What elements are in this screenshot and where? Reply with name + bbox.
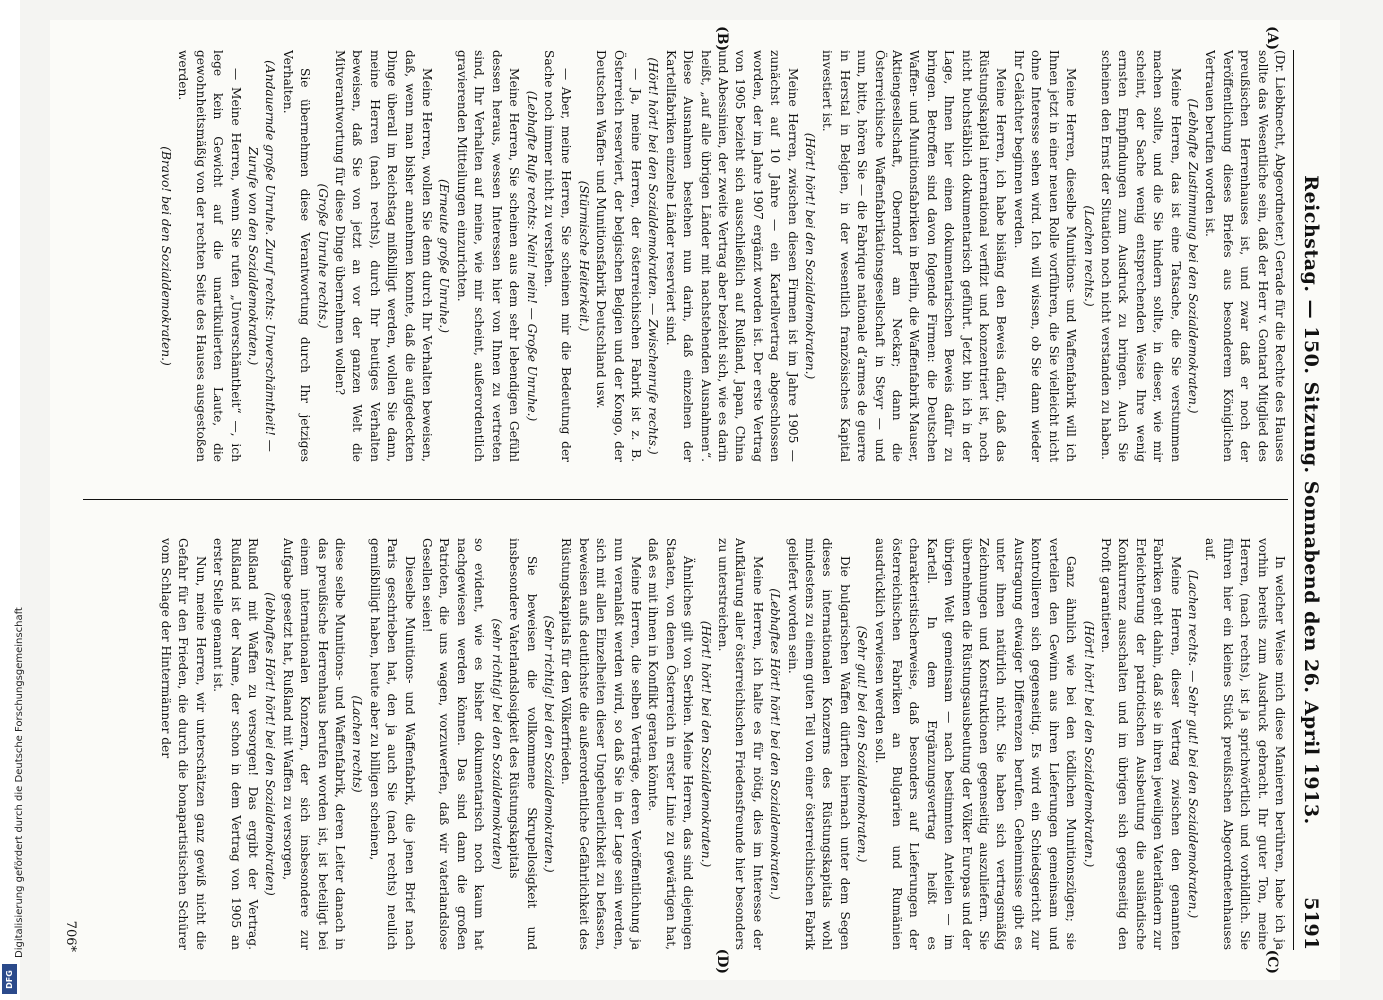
paragraph: Ganz ähnlich wie bei den tödlichen Munitionszügen; sie verteilen den Gewinn aus ihren Lieferungen gemeinsam und kontrollieren sich gegenseitig. Es wird ein Schiedsgericht zur Austragung etwaiger Differenzen berufen. Geheimnisse gibt es unter ihnen natürlich nicht. Sie haben sich vertragsmäßig Zeichnungen und Konstruktionen gegenseitig auszuliefern. Sie übernehmen die Rüstungsausbeutung der Völker Europas und der übrigen Welt gemeinsam — nach bestimmten Anteilen — im Kartell. In dem Ergänzungsvertrag heißt es charakteristischerweise, daß besonders auf Lieferungen der österreichischen Fabriken an Bulgarien und Rumänien ausdrücklich verwiesen werden soll. [872,538,1079,950]
paragraph: diese selbe Munitions- und Waffenfabrik, deren Leiter danach in das preußische Herrenhaus berufen worden ist, ist beteiligt bei einem internationalen Konzern, der sich insbesondere zur Aufgabe gesetzt hat, Rußland mit Waffen zu versorgen, [280,538,348,950]
dfg-logo-text: DFG [5,969,15,989]
paragraph: so evident, wie es bisher dokumentarisch noch kaum hat nachgewiesen werden können. Das sind dann die großen Patrioten, die uns wagen, vorzuwerfen, daß wir vaterlandslose Gesellen seien! [420,538,487,950]
stage-direction: (Lachen rechts. — Sehr gut! bei den Sozialdemokraten.) [1185,569,1200,919]
text-column-left [83,50,1288,462]
paragraph: Ähnliches gilt von Serbien. Meine Herren, das sind diejenigen Staaten, von denen Österreich in erster Linie zu gewärtigen hat, daß es mit ihnen in Konflikt geraten könnte. [646,538,696,950]
stage-direction: (Erneute große Unruhe.) [437,178,452,334]
funding-sidebar [0,0,25,1000]
stage-direction: (Bravo! bei den Sozialdemokraten.) [159,146,173,366]
stage-direction: (Hört! hört! bei den Sozialdemokraten.) [1081,620,1096,868]
paragraph: Meine Herren, wollen Sie denn durch Ihr Verhalten beweisen, daß, wenn man bisher annehmen konnte, daß die aufgedeckten Dinge überall im Reichstag mißbilligt werden, wollen Sie dann, meine Herren (nach rechts), durch Ihr heutiges Verhalten beweisen, daß Sie von jetzt an vor der ganzen Welt die Mitverantwortung für diese Dinge übernehmen wollen? [333,50,435,462]
paragraph: — Meine Herren, wenn Sie rufen „Unverschämtheit“ —, ich lege kein Gewicht auf die unartikulierten Laute, die gewohnheitsmäßig von der rechten Seite des Hauses ausgestoßen werden. [176,50,243,462]
paragraph: Meine Herren, das ist eine Tatsache, die Sie verstummen machen sollte, und die Sie hindern sollte, in dieser, wie mir scheint, der Sache wenig entsprechenden Weise Ihre wenig ernsten Empfindungen zum Ausdruck zu bringen. Auch Sie scheinen den Ernst der Situation noch nicht verstanden zu haben. [1098,50,1183,462]
page-number-right: 5191 [1300,897,1322,950]
paragraph: Sie übernehmen diese Verantwortung durch Ihr jetziges Verhalten. [280,50,313,462]
stage-direction: (Lebhafte Rufe rechts: Nein! nein! — Große Unruhe.) [524,90,539,422]
funding-note: Digitalisierung gefördert durch die Deutsche Forschungsgemeinschaft [14,607,25,958]
stage-direction: (Große Unruhe rechts.) [315,183,330,329]
page-header [1293,50,1334,950]
stage-direction: (Lachen rechts.) [1081,205,1096,307]
paragraph: Meine Herren, dieselbe Munitions- und Waffenfabrik will ich Ihnen jetzt in einer neuen Rolle vorführen, die Sie vielleicht nicht ohne Interesse sehen wird. Ich will wissen, ob Sie dann wieder Ihr Gelächter beginnen werden. [1011,50,1079,462]
margin-marker-d: (D) [714,948,730,974]
stage-direction: (Sehr richtig! bei den Sozialdemokraten.) [541,615,556,873]
document-page [50,20,1340,980]
paragraph: Sie beweisen die vollkommene Skrupellosigkeit und insbesondere Vaterlandslosigkeit des Rüstungskapitals [507,538,539,950]
dfg-logo [2,964,17,994]
margin-marker-a: (A) [1264,26,1280,51]
paragraph: — Ja, meine Herren, der österreichischen Fabrik ist z. B. Österreich reserviert, der belgischen Belgien und der Kongo, der Deutschen Waffen- und Munitionsfabrik Deutschland usw. [594,50,643,462]
stage-direction: (lebhaftes Hört! hört! bei den Sozialdemokraten) [263,592,278,896]
paragraph: Dieselbe Munitions- und Waffenfabrik, die jenen Brief nach Paris geschrieben hat, den ja auch Sie (nach rechts) neulich gemißbilligt haben, heute aber zu billigen scheinen, [367,538,417,950]
paragraph: Nun, meine Herren, wir unterschätzen ganz gewiß nicht die Gefahr für den Frieden, die durch die bonapartistischen Schürer vom Schlage der Hintermänner der [159,538,208,950]
paragraph: Meine Herren, die selben Verträge, deren Veröffentlichung ja nun veranlaßt werden wird, so daß Sie in der Lage sein werden, sich mit allen Einzelheiten dieser Ungeheuerlichkeit zu befassen, beweisen aufs deutlichste die außerordentliche Gefährlichkeit des Rüstungskapitals für den Völkerfrieden. [559,538,643,950]
page-title: Reichstag. — 150. Sitzung. Sonnabend den 26. April 1913. [1300,175,1322,825]
paragraph: Rußland mit Waffen zu versorgen! Das ergibt der Vertrag. Rußland ist der Name, der schon in dem Vertrag von 1905 an erster Stelle genannt ist. [211,538,261,950]
paragraph: In welcher Weise mich diese Manieren berühren, habe ich ja vorhin bereits zum Ausdruck gebracht. Ihr guter Ton, meine Herren, (nach rechts), ist ja sprichwörtlich und vorbildlich. Sie führen hier ein kleines Stück preußischen Abgeordnetenhauses auf. [1203,538,1287,950]
paragraph: Meine Herren, ich halte es für nötig, dies im Interesse der Aufklärung aller österreichischen Friedensfreunde hier besonders zu unterstreichen. [716,538,765,950]
stage-direction: (Hört! hört! bei den Sozialdemokraten.) [698,620,713,868]
stage-direction: (Stürmische Heiterkeit.) [576,180,591,332]
text-column-right [83,538,1288,950]
margin-marker-c: (C) [1264,949,1280,974]
paragraph: Meine Herren, dieser Vertrag zwischen den genannten Fabriken geht dahin, daß sie in ihren jeweiligen Vaterländern zur Erleichterung der patriotischen Ausbeutung die ausländische Konkurrenz ausschalten und im übrigen sich gegenseitig den Profit garantieren. [1098,538,1183,950]
stage-direction: (Lebhaftes Hört! hört! bei den Sozialdemokraten.) [768,588,783,900]
paragraph: — Aber, meine Herren, Sie scheinen mir die Bedeutung der Sache noch immer nicht zu verstehen. [541,50,574,462]
paragraph: Meine Herren, Sie scheinen aus dem sehr lebendigen Gefühl dessen heraus, wessen Interessen hier von Ihnen zu vertreten sind, Ihr Verhalten auf meine, wie mir scheint, außerordentlich gravierenden Mitteilungen einzurichten. [454,50,522,462]
paragraph: (Dr. Liebknecht, Abgeordneter.) Gerade für die Rechte des Hauses sollte das Wesentliche sein, daß der Herr v. Gontard Mitglied des preußischen Herrenhauses ist, und zwar daß er noch der Veröffentlichung dieses Briefes aus besonderem Königlichen Vertrauen berufen worden ist. [1203,50,1287,462]
stage-direction: (Sehr gut! bei den Sozialdemokraten.) [855,625,870,863]
paragraph: Die bulgarischen Waffen dürften hiernach unter dem Segen dieses internationalen Konzerns des Rüstungskapitals wohl mindestens zu einem guten Teil von einer österreichischen Fabrik geliefert worden sein. [785,538,852,950]
paragraph: Meine Herren, ich habe bisläng den Beweis dafür, daß das Rüstungskapital international verfilzt und konzentriert ist, noch nicht buchstäblich dokumentarisch geführt. Jetzt bin ich in der Lage, Ihnen hier einen dokumentarischen Beweis dafür zu bringen. Betroffen sind davon folgende Firmen: die Deutschen Waffen- und Munitionsfabriken in Berlin, die Waffenfabrik Mauser, Aktiengesellschaft, Oberndorf am Neckar; dann die Österreichische Waffenfabrikationsgesellschaft in Steyr — und nun, bitte, hören Sie — die Fabrique nationale d’armes de guerre in Herstal in Belgien, in der wesentlich französisches Kapital investiert ist. [820,50,1009,462]
stage-direction: (Hört! hört! bei den Sozialdemokraten. — Zwischenrufe rechts.) [646,57,661,455]
stage-direction: (Andauernde große Unruhe. Zuruf rechts: Unverschämtheit! — Zurufe von den Sozialdemokraten.) [246,60,278,452]
stage-direction: (Lebhafte Zustimmung bei den Sozialdemokraten.) [1185,98,1200,414]
stage-direction: (Hört! hört! bei den Sozialdemokraten.) [803,132,818,380]
column-divider [83,499,1288,500]
stage-direction: (sehr richtig! bei den Sozialdemokraten) [489,618,504,870]
margin-marker-b: (B) [714,26,730,52]
footer-number: 706* [63,920,78,952]
stage-direction: (Lachen rechts) [350,695,365,793]
paragraph: Meine Herren, zwischen diesen Firmen ist im Jahre 1905 — zunächst auf 10 Jahre — ein Kartellvertrag abgeschlossen worden, der im Jahre 1907 ergänzt worden ist. Der erste Vertrag von 1905 bezieht sich ausschließlich auf Rußland, Japan, China und Abessinien, der zweite Vertrag aber bezieht sich, wie es darin heißt, „auf alle übrigen Länder mit nachstehenden Ausnahmen“. Diese Ausnahmen bestehen nun darin, daß einzelnen der Kartellfabriken einzelne Länder reserviert sind. [663,50,800,462]
